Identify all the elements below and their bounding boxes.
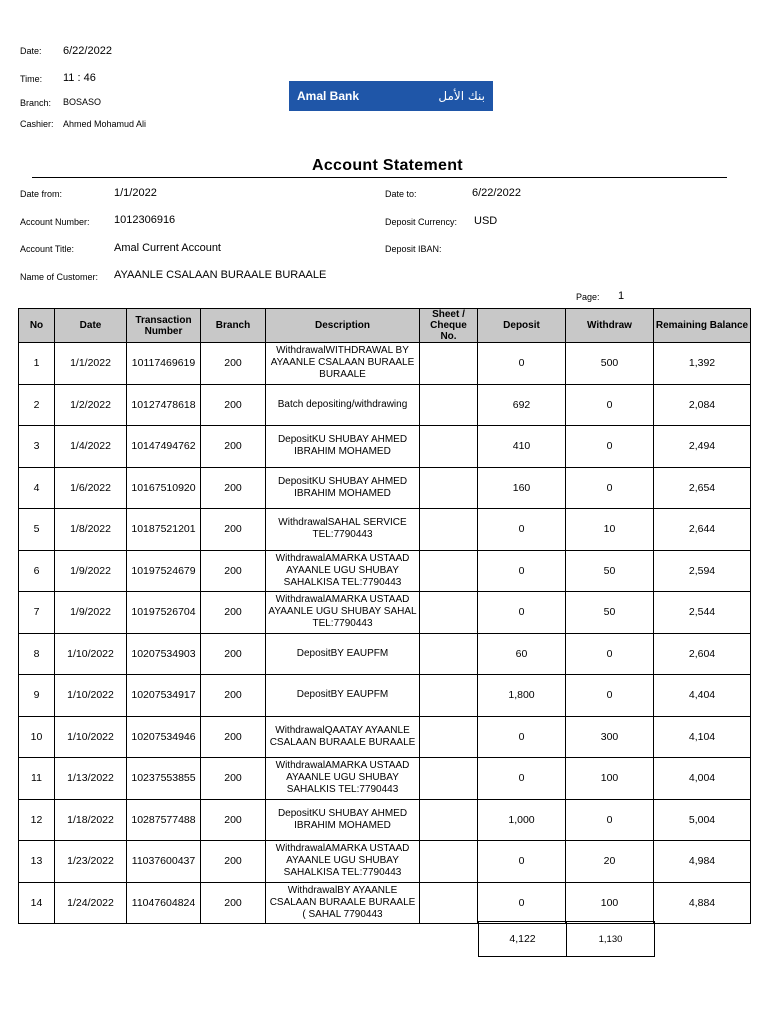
cell-branch: 200 [201,633,266,675]
cell-transaction-number: 10187521201 [127,509,201,551]
cell-withdraw: 0 [566,799,654,841]
cell-transaction-number: 10197524679 [127,550,201,592]
date-value: 6/22/2022 [63,45,112,57]
account-title-value: Amal Current Account [114,242,221,254]
cell-date: 1/1/2022 [55,343,127,385]
cell-no: 5 [19,509,55,551]
time-value: 11 : 46 [63,72,96,84]
col-header-transaction-number: Transaction Number [127,309,201,343]
cell-no: 6 [19,550,55,592]
cell-description: WithdrawalBY AYAANLE CSALAAN BURAALE BURAALE ( SAHAL 7790443 [266,882,420,924]
cell-remaining-balance: 4,104 [654,716,751,758]
cell-no: 3 [19,426,55,468]
table-row [19,509,751,551]
cell-description: WithdrawalAMARKA USTAAD AYAANLE UGU SHUBAY SAHAL TEL:7790443 [266,592,420,634]
col-header-remaining-balance: Remaining Balance [654,309,751,343]
page-label: Page: [576,292,600,302]
deposit-currency-label: Deposit Currency: [385,217,458,227]
cell-no: 2 [19,384,55,426]
cell-branch: 200 [201,384,266,426]
table-row [19,426,751,468]
cell-no: 9 [19,675,55,717]
cell-deposit: 410 [478,426,566,468]
date-to-value: 6/22/2022 [472,187,521,199]
cell-branch: 200 [201,716,266,758]
cell-sheet-cheque [420,467,478,509]
cell-date: 1/24/2022 [55,882,127,924]
cell-description: DepositBY EAUPFM [266,675,420,717]
table-row [19,550,751,592]
table-row [19,467,751,509]
date-label: Date: [20,46,42,56]
cell-remaining-balance: 2,654 [654,467,751,509]
cell-no: 10 [19,716,55,758]
cell-sheet-cheque [420,841,478,883]
page-number: 1 [618,290,625,302]
cell-withdraw: 0 [566,633,654,675]
branch-value: BOSASO [63,97,102,107]
cell-transaction-number: 10167510920 [127,467,201,509]
cell-deposit: 0 [478,758,566,800]
cell-date: 1/9/2022 [55,592,127,634]
cell-deposit: 1,800 [478,675,566,717]
account-title-label: Account Title: [20,244,75,254]
cell-transaction-number: 10197526704 [127,592,201,634]
col-header-description: Description [266,309,420,343]
cell-transaction-number: 10127478618 [127,384,201,426]
cell-transaction-number: 10207534917 [127,675,201,717]
cell-sheet-cheque [420,799,478,841]
cell-branch: 200 [201,841,266,883]
table-row [19,343,751,385]
table-header-row [19,309,751,343]
col-header-date: Date [55,309,127,343]
totals-table [478,921,655,957]
cell-transaction-number: 10287577488 [127,799,201,841]
cell-no: 7 [19,592,55,634]
cell-branch: 200 [201,882,266,924]
cell-no: 4 [19,467,55,509]
table-row [19,758,751,800]
cell-sheet-cheque [420,509,478,551]
cell-description: WithdrawalAMARKA USTAAD AYAANLE UGU SHUBAY SAHALKIS TEL:7790443 [266,758,420,800]
cell-deposit: 60 [478,633,566,675]
cell-description: DepositKU SHUBAY AHMED IBRAHIM MOHAMED [266,426,420,468]
cell-no: 14 [19,882,55,924]
cell-withdraw: 0 [566,384,654,426]
cell-withdraw: 0 [566,467,654,509]
cell-description: WithdrawalAMARKA USTAAD AYAANLE UGU SHUBAY SAHALKISA TEL:7790443 [266,550,420,592]
date-from-label: Date from: [20,189,63,199]
cell-withdraw: 100 [566,882,654,924]
table-row [19,675,751,717]
cell-remaining-balance: 2,604 [654,633,751,675]
bank-logo [289,81,493,111]
cell-date: 1/2/2022 [55,384,127,426]
cell-transaction-number: 10207534903 [127,633,201,675]
cell-date: 1/10/2022 [55,633,127,675]
totals-row [479,922,655,957]
table-row [19,716,751,758]
cell-deposit: 0 [478,716,566,758]
cell-transaction-number: 10207534946 [127,716,201,758]
cell-date: 1/8/2022 [55,509,127,551]
col-header-withdraw: Withdraw [566,309,654,343]
cashier-label: Cashier: [20,119,54,129]
cell-description: DepositKU SHUBAY AHMED IBRAHIM MOHAMED [266,799,420,841]
cell-description: DepositKU SHUBAY AHMED IBRAHIM MOHAMED [266,467,420,509]
cell-transaction-number: 10117469619 [127,343,201,385]
cell-sheet-cheque [420,592,478,634]
total-deposit: 4,122 [479,922,567,957]
cell-branch: 200 [201,343,266,385]
table-row [19,592,751,634]
cell-sheet-cheque [420,550,478,592]
deposit-iban-label: Deposit IBAN: [385,244,442,254]
cell-branch: 200 [201,799,266,841]
table-row [19,882,751,924]
cashier-value: Ahmed Mohamud Ali [63,119,147,129]
cell-date: 1/4/2022 [55,426,127,468]
cell-no: 13 [19,841,55,883]
table-row [19,799,751,841]
cell-sheet-cheque [420,343,478,385]
cell-sheet-cheque [420,882,478,924]
cell-branch: 200 [201,550,266,592]
cell-remaining-balance: 1,392 [654,343,751,385]
cell-remaining-balance: 5,004 [654,799,751,841]
cell-no: 1 [19,343,55,385]
cell-remaining-balance: 4,884 [654,882,751,924]
cell-remaining-balance: 2,494 [654,426,751,468]
col-header-sheet-cheque: Sheet / Cheque No. [420,309,478,343]
cell-sheet-cheque [420,716,478,758]
branch-label: Branch: [20,98,52,108]
cell-deposit: 160 [478,467,566,509]
cell-withdraw: 100 [566,758,654,800]
page-title: Account Statement [312,157,463,174]
col-header-no: No [19,309,55,343]
cell-no: 8 [19,633,55,675]
bank-logo-arabic-text: بنك الأمل [438,89,485,103]
cell-date: 1/6/2022 [55,467,127,509]
cell-remaining-balance: 2,544 [654,592,751,634]
cell-branch: 200 [201,509,266,551]
cell-transaction-number: 11037600437 [127,841,201,883]
cell-withdraw: 500 [566,343,654,385]
cell-remaining-balance: 4,404 [654,675,751,717]
cell-branch: 200 [201,758,266,800]
cell-branch: 200 [201,592,266,634]
cell-deposit: 0 [478,343,566,385]
cell-withdraw: 10 [566,509,654,551]
table-row [19,633,751,675]
cell-description: WithdrawalWITHDRAWAL BY AYAANLE CSALAAN BURAALE BURAALE [266,343,420,385]
cell-transaction-number: 10237553855 [127,758,201,800]
cell-deposit: 0 [478,592,566,634]
deposit-currency-value: USD [474,215,498,227]
cell-date: 1/10/2022 [55,675,127,717]
cell-remaining-balance: 2,084 [654,384,751,426]
cell-sheet-cheque [420,675,478,717]
cell-deposit: 0 [478,550,566,592]
cell-deposit: 0 [478,509,566,551]
cell-deposit: 0 [478,882,566,924]
cell-sheet-cheque [420,633,478,675]
cell-transaction-number: 10147494762 [127,426,201,468]
cell-no: 11 [19,758,55,800]
cell-withdraw: 50 [566,550,654,592]
title-divider [32,177,727,178]
account-number-value: 1012306916 [114,214,176,226]
cell-date: 1/18/2022 [55,799,127,841]
cell-deposit: 692 [478,384,566,426]
cell-description: Batch depositing/withdrawing [266,384,420,426]
cell-deposit: 1,000 [478,799,566,841]
cell-withdraw: 20 [566,841,654,883]
cell-date: 1/13/2022 [55,758,127,800]
cell-withdraw: 50 [566,592,654,634]
cell-description: WithdrawalAMARKA USTAAD AYAANLE UGU SHUBAY SAHALKISA TEL:7790443 [266,841,420,883]
time-label: Time: [20,74,43,84]
cell-withdraw: 0 [566,675,654,717]
cell-sheet-cheque [420,426,478,468]
table-row [19,841,751,883]
cell-remaining-balance: 4,004 [654,758,751,800]
cell-remaining-balance: 4,984 [654,841,751,883]
bank-logo-text: Amal Bank [297,89,360,103]
cell-withdraw: 0 [566,426,654,468]
date-from-value: 1/1/2022 [114,187,157,199]
col-header-deposit: Deposit [478,309,566,343]
customer-value: AYAANLE CSALAAN BURAALE BURAALE [114,269,327,281]
date-to-label: Date to: [385,189,417,199]
cell-description: WithdrawalSAHAL SERVICE TEL:7790443 [266,509,420,551]
cell-description: WithdrawalQAATAY AYAANLE CSALAAN BURAALE BURAALE [266,716,420,758]
cell-withdraw: 300 [566,716,654,758]
cell-description: DepositBY EAUPFM [266,633,420,675]
cell-date: 1/10/2022 [55,716,127,758]
table-row [19,384,751,426]
customer-label: Name of Customer: [20,272,99,282]
cell-no: 12 [19,799,55,841]
cell-remaining-balance: 2,594 [654,550,751,592]
cell-sheet-cheque [420,384,478,426]
cell-branch: 200 [201,467,266,509]
col-header-branch: Branch [201,309,266,343]
cell-deposit: 0 [478,841,566,883]
cell-branch: 200 [201,675,266,717]
statement-table [18,308,751,924]
cell-date: 1/23/2022 [55,841,127,883]
total-withdraw: 1,130 [567,922,655,957]
account-number-label: Account Number: [20,217,90,227]
cell-transaction-number: 11047604824 [127,882,201,924]
cell-remaining-balance: 2,644 [654,509,751,551]
cell-sheet-cheque [420,758,478,800]
cell-branch: 200 [201,426,266,468]
cell-date: 1/9/2022 [55,550,127,592]
